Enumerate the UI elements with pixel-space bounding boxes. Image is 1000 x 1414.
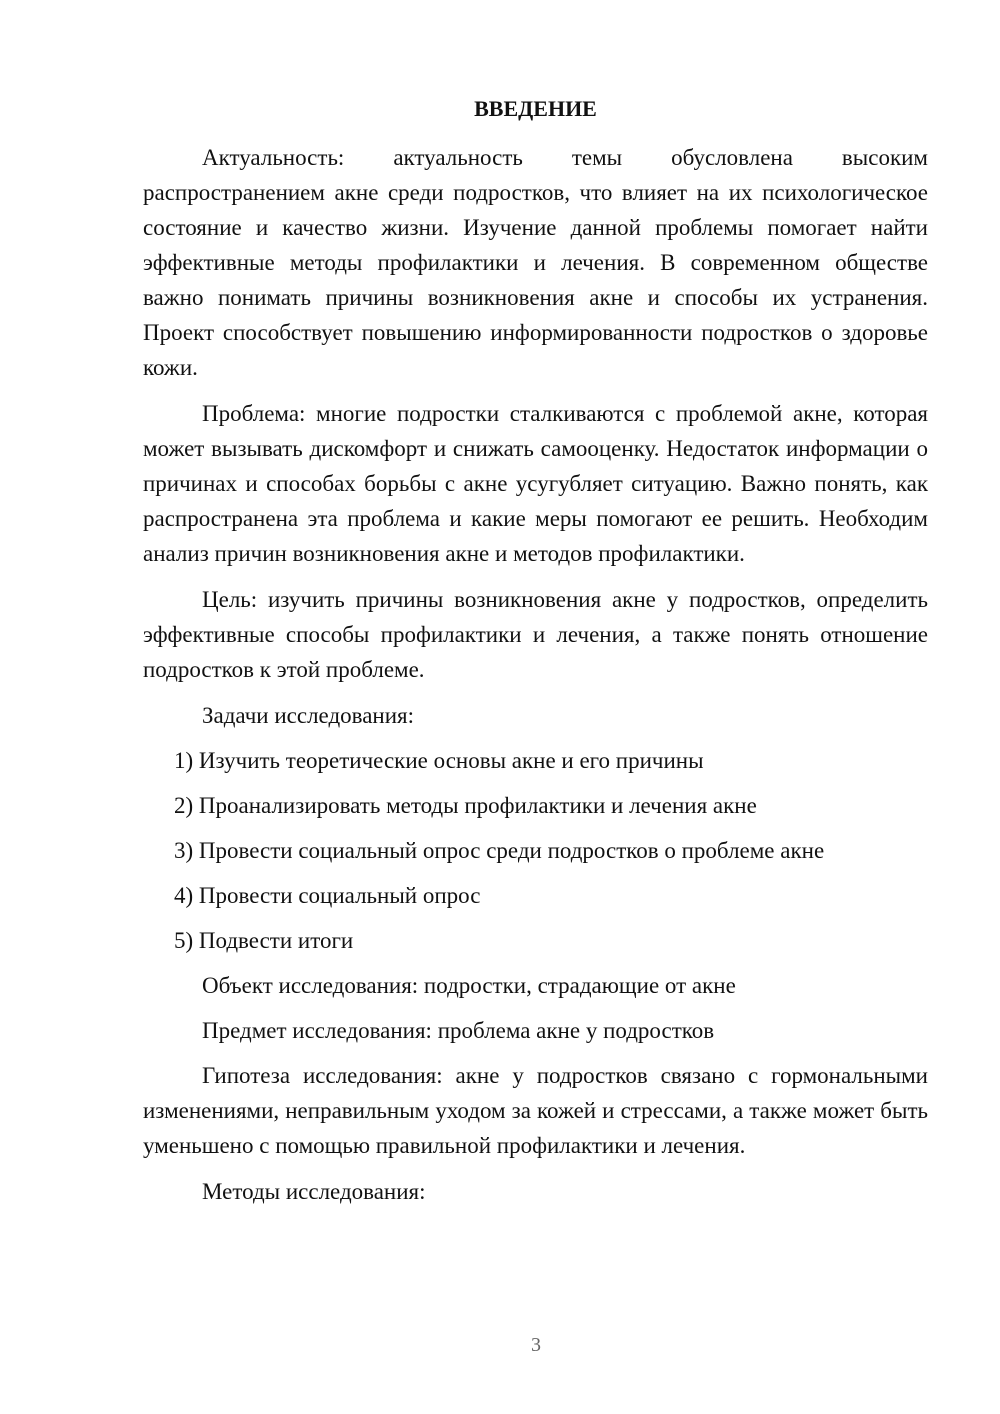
list-item-task-1: 1) Изучить теоретические основы акне и его причины — [174, 748, 704, 773]
list-item-task-4: 4) Провести социальный опрос — [174, 883, 481, 908]
page-number: 3 — [531, 1334, 541, 1356]
methods-heading: Методы исследования: — [202, 1179, 426, 1204]
paragraph-hypothesis: Гипотеза исследования: акне у подростков связано с гормональными изменениями, неправильным уходом за кожей и стрессами, а также может быть уменьшено с помощью правильной профилактики и лечения. — [143, 1063, 928, 1158]
list-item-task-3: 3) Провести социальный опрос среди подростков о проблеме акне — [174, 838, 825, 863]
list-item-task-2: 2) Проанализировать методы профилактики и лечения акне — [174, 793, 757, 818]
list-item-task-5: 5) Подвести итоги — [174, 928, 354, 953]
research-object: Объект исследования: подростки, страдающие от акне — [202, 973, 736, 998]
paragraph-problem: Проблема: многие подростки сталкиваются с проблемой акне, которая может вызывать дискомфорт и снижать самооценку. Недостаток информации о причинах и способах борьбы с акне усугубляет ситуацию. Важно понять, как распространена эта проблема и какие меры помогают ее решить. Необходим анализ причин возникновения акне и методов профилактики. — [143, 401, 928, 566]
page-title: ВВЕДЕНИЕ — [474, 96, 597, 121]
research-subject: Предмет исследования: проблема акне у подростков — [202, 1018, 715, 1043]
paragraph-goal: Цель: изучить причины возникновения акне у подростков, определить эффективные способы профилактики и лечения, а также понять отношение подростков к этой проблеме. — [143, 587, 928, 682]
page-content — [143, 94, 928, 1219]
tasks-heading: Задачи исследования: — [202, 703, 415, 728]
paragraph-relevance: Актуальность: актуальность темы обусловлена высоким распространением акне среди подростков, что влияет на их психологическое состояние и качество жизни. Изучение данной проблемы помогает найти эффективные методы профилактики и лечения. В современном обществе важно понимать причины возникновения акне и способы их устранения. Проект способствует повышению информированности подростков о здоровье кожи. — [143, 145, 928, 380]
